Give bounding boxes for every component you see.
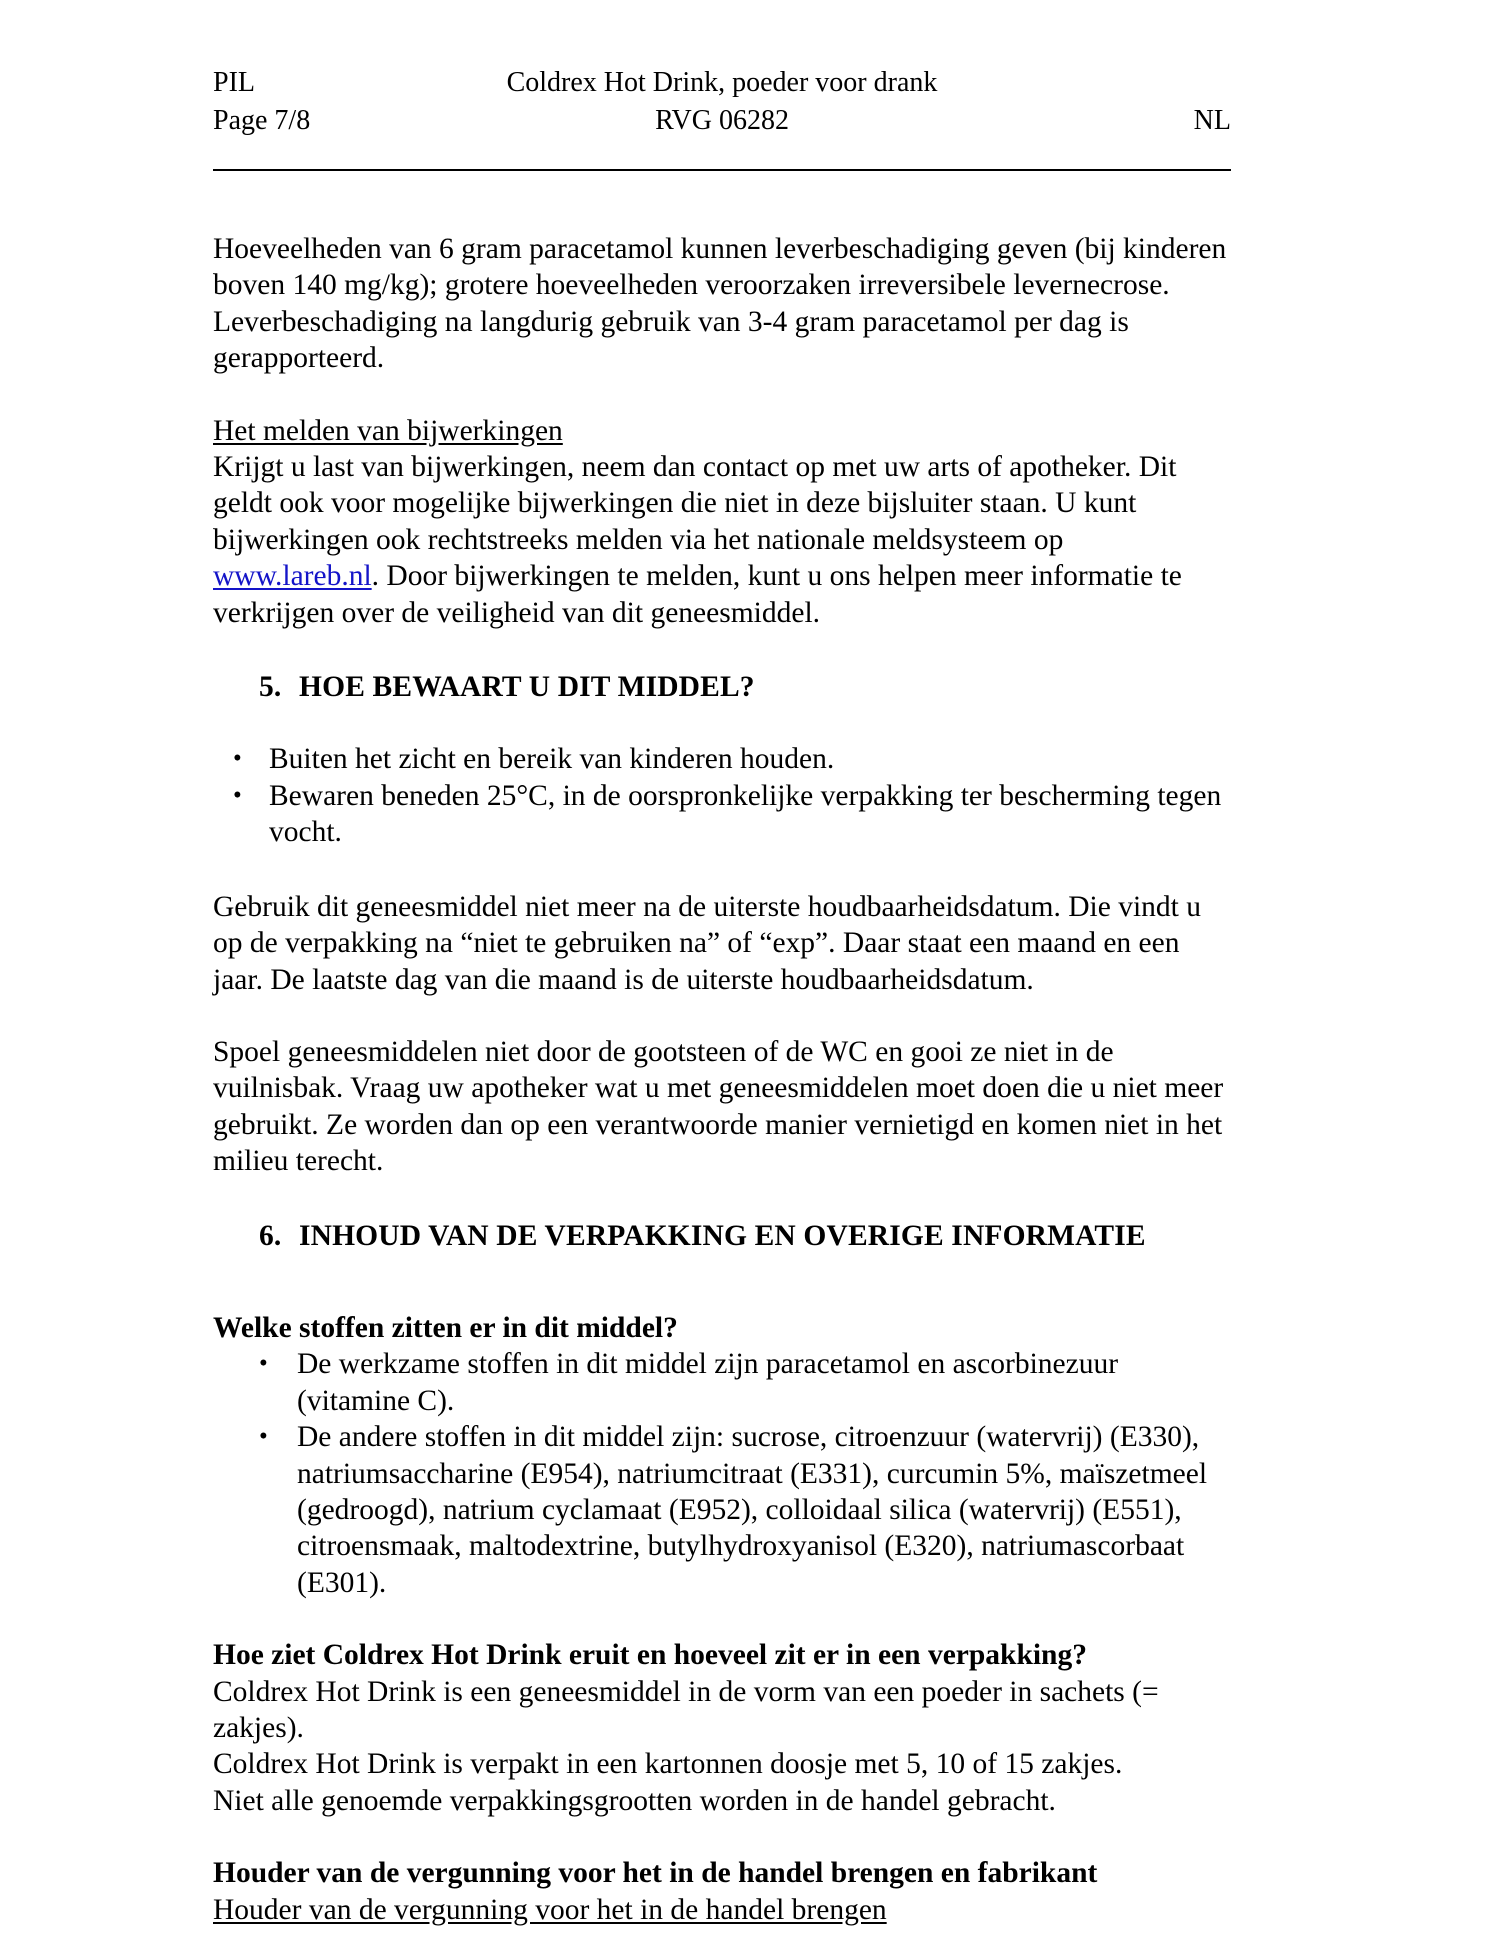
document-type-label: PIL <box>213 67 255 98</box>
spacer <box>213 998 1235 1034</box>
section-6-number: 6. <box>259 1219 282 1252</box>
header-divider <box>213 169 1231 171</box>
list-item: • Bewaren beneden 25°C, in de oorspronkelijke verpakking ter bescherming tegen vocht. <box>213 778 1235 851</box>
header-row-top <box>213 64 1231 102</box>
spacer <box>213 377 1235 413</box>
lareb-link[interactable]: www.lareb.nl <box>213 560 372 593</box>
reporting-text-after-link: . Door bijwerkingen te melden, kunt u ons helpen meer informatie te verkrijgen over de veiligheid van dit geneesmiddel. <box>213 560 1182 629</box>
overdose-paragraph: Hoeveelheden van 6 gram paracetamol kunnen leverbeschadiging geven (bij kinderen boven 140 mg/kg); grotere hoeveelheden veroorzaken irreversibele levernecrose. Leverbeschadiging na langdurig gebruik van 3-4 gram paracetamol per dag is gerapporteerd. <box>213 233 1227 375</box>
spacer <box>213 1601 1235 1637</box>
section-5-number: 5. <box>259 671 282 704</box>
list-item: • Buiten het zicht en bereik van kinderen houden. <box>213 741 1235 777</box>
substances-heading: Welke stoffen zitten er in dit middel? <box>213 1311 678 1344</box>
list-item: • De andere stoffen in dit middel zijn: sucrose, citroenzuur (watervrij) (E330), natriumsaccharine (E954), natriumcitraat (E331), curcumin 5%, maïszetmeel (gedroogd), natrium cyclamaat (E952), colloidaal silica (watervrij) (E551), citroensmaak, maltodextrine, butylhydroxyanisol (E320), natriumascorbaat (E301). <box>213 1419 1235 1601</box>
marketing-authorisation-subheading: Houder van de vergunning voor het in de handel brengen <box>213 1893 887 1926</box>
product-title: Coldrex Hot Drink, poeder voor drank <box>506 67 938 98</box>
storage-bullet-list <box>213 741 1235 850</box>
appearance-line-2: Coldrex Hot Drink is verpakt in een kartonnen doosje met 5, 10 of 15 zakjes. <box>213 1748 1123 1781</box>
spacer <box>213 1254 1235 1310</box>
section-6-title: INHOUD VAN DE VERPAKKING EN OVERIGE INFORMATIE <box>299 1219 1146 1252</box>
appearance-heading: Hoe ziet Coldrex Hot Drink eruit en hoeveel zit er in een verpakking? <box>213 1639 1087 1672</box>
spacer <box>213 851 1235 889</box>
substances-bullet-list <box>213 1346 1235 1601</box>
registration-number: RVG 06282 <box>655 105 789 136</box>
document-body <box>213 185 1235 1928</box>
country-code-label: NL <box>1193 105 1231 136</box>
disposal-paragraph: Spoel geneesmiddelen niet door de gootsteen of de WC en gooi ze niet in de vuilnisbak. Vraag uw apotheker wat u met geneesmiddelen moet doen die u niet meer gebruikt. Ze worden dan op een verantwoorde manier vernietigd en komen niet in het milieu terecht. <box>213 1035 1224 1178</box>
spacer <box>213 705 1235 741</box>
appearance-line-1: Coldrex Hot Drink is een geneesmiddel in de vorm van een poeder in sachets (= zakjes). <box>213 1675 1159 1744</box>
section-6-heading <box>213 1218 1235 1254</box>
expiry-paragraph: Gebruik dit geneesmiddel niet meer na de uiterste houdbaarheidsdatum. Die vindt u op de verpakking na “niet te gebruiken na” of “exp”. Daar staat een maand en een jaar. De laatste dag van die maand is de uiterste houdbaarheidsdatum. <box>213 890 1201 996</box>
section-5-heading <box>213 669 1235 705</box>
reporting-side-effects-heading: Het melden van bijwerkingen <box>213 414 563 447</box>
marketing-authorisation-heading: Houder van de vergunning voor het in de handel brengen en fabrikant <box>213 1857 1098 1890</box>
header-row-bottom <box>213 102 1231 140</box>
reporting-text-before-link: Krijgt u last van bijwerkingen, neem dan contact op met uw arts of apotheker. Dit geldt ook voor mogelijke bijwerkingen die niet in deze bijsluiter staan. U kunt bijwerkingen ook rechtstreeks melden via het nationale meldsysteem op <box>213 451 1177 556</box>
spacer <box>213 185 1235 231</box>
list-item: • De werkzame stoffen in dit middel zijn paracetamol en ascorbinezuur (vitamine C). <box>213 1346 1235 1419</box>
page-header <box>213 64 1231 171</box>
spacer <box>213 1819 1235 1855</box>
spacer <box>213 1180 1235 1218</box>
appearance-line-3: Niet alle genoemde verpakkingsgrootten worden in de handel gebracht. <box>213 1784 1056 1817</box>
page-number-label: Page 7/8 <box>213 105 311 136</box>
spacer <box>213 631 1235 669</box>
reporting-side-effects-paragraph <box>213 449 1235 631</box>
section-5-title: HOE BEWAART U DIT MIDDEL? <box>299 671 755 704</box>
